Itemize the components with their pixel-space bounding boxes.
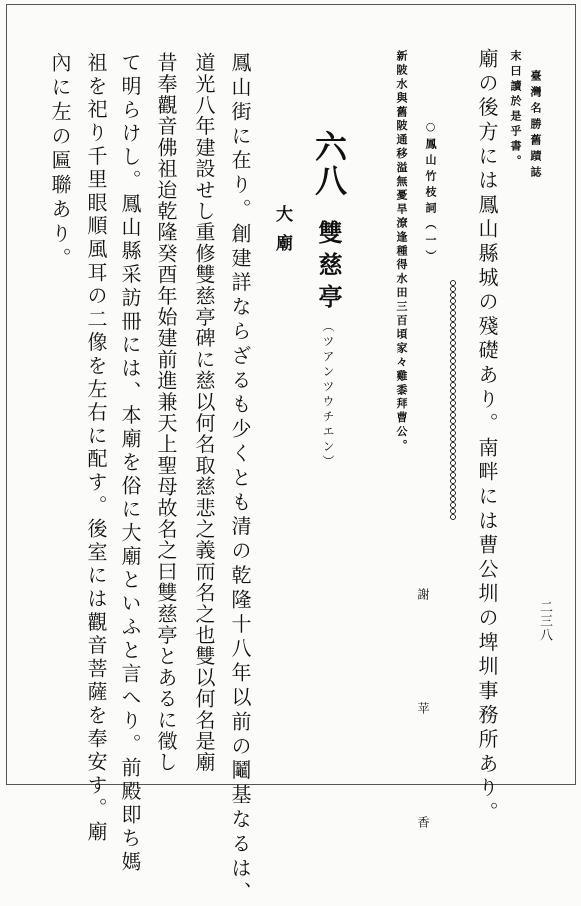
article-subtitle: 大廟 bbox=[272, 205, 292, 263]
article-body-line-4: て明らけし。鳳山縣采訪冊には、本廟を俗に大廟といふと言へり。前殿即ち媽 bbox=[118, 52, 142, 875]
article-body-line-6: 內に左の匾聯あり。 bbox=[48, 52, 72, 272]
article-body-line-1: 鳳山街に在り。創建詳ならざるも少くとも清の乾隆十八年以前の鬮基なるは、 bbox=[228, 52, 252, 906]
poem-author: 謝 苹 香 bbox=[416, 588, 430, 854]
wavy-divider bbox=[450, 280, 456, 520]
page-number: 二三八 bbox=[537, 600, 552, 642]
article-body-line-3: 昔奉觀音佛祖迨乾隆癸酉年始建前進兼天上聖母故名之曰雙慈亭とあるに徵し bbox=[154, 52, 178, 773]
running-title: 臺灣名勝舊蹟誌 bbox=[529, 70, 542, 182]
article-number: 六八 bbox=[310, 130, 348, 198]
article-body-line-2: 道光八年建設せし重修雙慈亭碑に慈以何名取慈悲之義而名之也雙以何名是廟 bbox=[192, 52, 216, 773]
article-title: 雙慈亭 bbox=[314, 220, 343, 316]
quote-line: 末曰讀於是乎書。 bbox=[509, 50, 522, 170]
poem-title: ○鳳山竹枝詞（一） bbox=[424, 120, 437, 266]
article-body-line-5: 祖を祀り千里眼順風耳の二像を左右に配す。後室には觀音菩薩を奉安す。廟 bbox=[84, 52, 108, 845]
article-reading: （ツアンツウチエン） bbox=[321, 320, 335, 470]
poem-text: 新陂水與舊陂通移溢無憂旱潦逢種得水田三百頃家々雞黍拜曹公。 bbox=[395, 50, 408, 454]
prev-body-line-1: 廟の後方には鳳山縣城の殘礎あり。南畔には曹公圳の埤圳事務所あり。 bbox=[475, 48, 499, 826]
